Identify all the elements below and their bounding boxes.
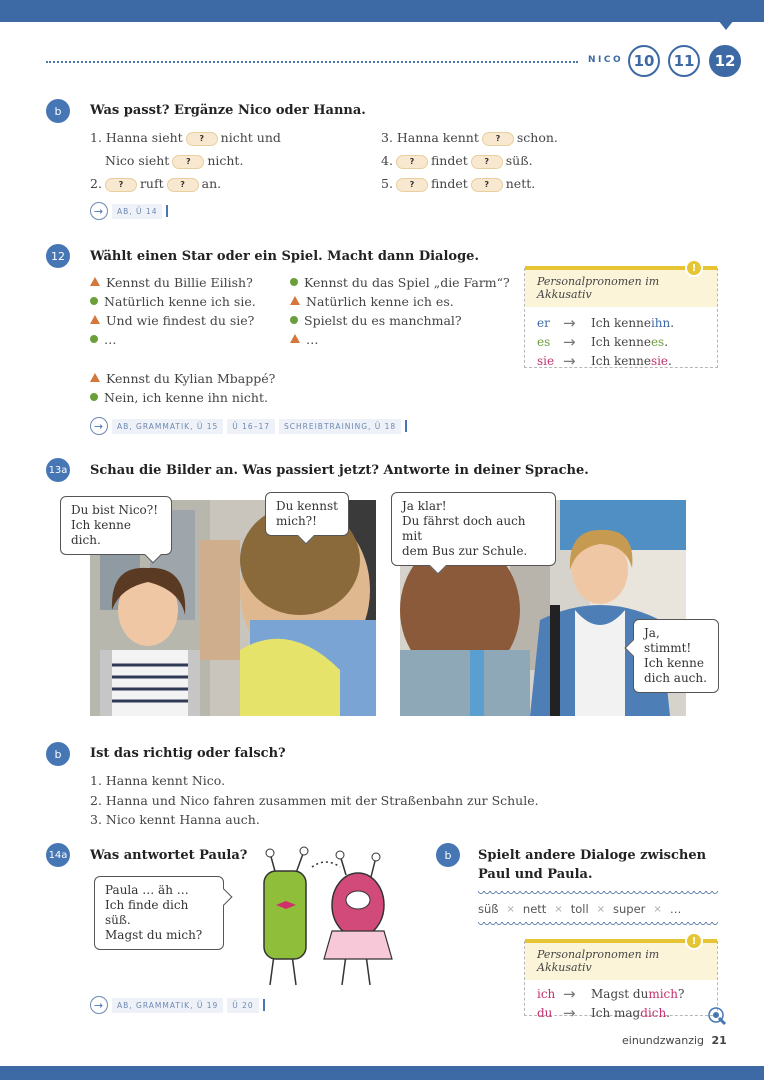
gap-field[interactable]: ?: [482, 132, 514, 146]
gap-field[interactable]: ?: [105, 178, 137, 192]
exclamation-icon: !: [685, 259, 703, 277]
speaker-a-marker-icon: [90, 373, 100, 382]
sentence-1: 1. Hanna sieht ? nicht und: [90, 130, 281, 145]
speaker-b-marker-icon: [90, 297, 98, 305]
bottom-bar: [0, 1066, 764, 1080]
exercise-badge: 12: [46, 244, 70, 268]
speech-bubble: Paula … äh … Ich finde dich süß. Magst du mich?: [94, 876, 224, 950]
dialogue-line: Kennst du Billie Eilish?: [90, 275, 253, 290]
sentence-4: 4. ? findet ? süß.: [381, 153, 533, 168]
speech-bubble: Ja, stimmt! Ich kenne dich auch.: [633, 619, 719, 693]
speaker-a-marker-icon: [90, 315, 100, 324]
dialogue-line: …: [90, 332, 117, 347]
gap-field[interactable]: ?: [186, 132, 218, 146]
sentence-5: 5. ? findet ? nett.: [381, 176, 536, 191]
exercise-title-text: Was passt? Ergänze Nico oder Hanna.: [90, 103, 366, 118]
page-link-12[interactable]: 12: [709, 45, 741, 77]
top-bar: [0, 0, 764, 22]
exercise-title: Schau die Bilder an. Was passiert jetzt? Antworte in deiner Sprache.: [90, 463, 589, 478]
speaker-b-marker-icon: [90, 335, 98, 343]
exercise-badge: b: [436, 843, 460, 867]
gap-field[interactable]: ?: [396, 155, 428, 169]
grammar-box: [524, 935, 718, 1022]
paul-and-paula-image: [246, 845, 416, 995]
header-dotted-line: [46, 61, 578, 63]
grammar-row: du → Ich mag dich .: [537, 1003, 671, 1022]
speech-bubble: Du kennst mich?!: [265, 492, 349, 536]
monsters-illustration: [246, 845, 416, 995]
grammar-box-title: Personalpronomen im Akkusativ: [525, 942, 717, 980]
speaker-b-marker-icon: [290, 278, 298, 286]
workbook-reference[interactable]: → AB, GRAMMATIK, Ü 15 Ü 16–17 SCHREIBTRAINING, Ü 18: [90, 417, 407, 435]
word-bank: süß × nett × toll × super × …: [478, 902, 682, 916]
grammar-box-title: Personalpronomen im Akkusativ: [525, 269, 717, 307]
wavy-divider: [478, 891, 718, 895]
dialogue-line: Spielst du es manchmal?: [290, 313, 462, 328]
grammar-row: es → Ich kenne es .: [537, 332, 669, 351]
sentence-3: 3. Hanna kennt ? schon.: [381, 130, 558, 145]
exercise-badge: 14a: [46, 843, 70, 867]
dialogue-line: Und wie findest du sie?: [90, 313, 254, 328]
grammar-box: [524, 262, 718, 370]
gap-field[interactable]: ?: [471, 155, 503, 169]
statement: 1. Hanna kennt Nico.: [90, 773, 226, 788]
grammar-row: er → Ich kenne ihn .: [537, 313, 675, 332]
page-link-11[interactable]: 11: [668, 45, 700, 77]
gap-field[interactable]: ?: [167, 178, 199, 192]
dialogue-line: Nein, ich kenne ihn nicht.: [90, 390, 268, 405]
exercise-badge: b: [46, 99, 70, 123]
audio-touch-icon[interactable]: [707, 1006, 729, 1028]
speech-bubble: Du bist Nico?! Ich kenne dich.: [60, 496, 172, 555]
speaker-a-marker-icon: [90, 277, 100, 286]
gap-field[interactable]: ?: [471, 178, 503, 192]
dialogue-line: Kennst du das Spiel „die Farm“?: [290, 275, 510, 290]
wavy-divider: [478, 922, 718, 926]
exercise-title: Was antwortet Paula?: [90, 848, 248, 863]
dialogue-line: Kennst du Kylian Mbappé?: [90, 371, 275, 386]
arrow-right-icon: →: [90, 202, 108, 220]
exercise-title: [90, 103, 366, 118]
exercise-title: Wählt einen Star oder ein Spiel. Macht dann Dialoge.: [90, 249, 479, 264]
gap-field[interactable]: ?: [396, 178, 428, 192]
speaker-b-marker-icon: [290, 316, 298, 324]
page-link-10[interactable]: 10: [628, 45, 660, 77]
grammar-row: sie → Ich kenne sie .: [537, 351, 672, 370]
arrow-right-icon: →: [90, 996, 108, 1014]
gap-field[interactable]: ?: [172, 155, 204, 169]
dialogue-line: Natürlich kenne ich sie.: [90, 294, 256, 309]
speaker-a-marker-icon: [290, 334, 300, 343]
exclamation-icon: !: [685, 932, 703, 950]
statement: 3. Nico kennt Hanna auch.: [90, 812, 260, 827]
speech-bubble: Ja klar! Du fährst doch auch mit dem Bus zur Schule.: [391, 492, 556, 566]
page-number: einundzwanzig 21: [622, 1034, 727, 1047]
statement: 2. Hanna und Nico fahren zusammen mit der Straßenbahn zur Schule.: [90, 793, 539, 808]
arrow-right-icon: →: [90, 417, 108, 435]
exercise-title: Spielt andere Dialoge zwischen Paul und Paula.: [478, 848, 707, 882]
workbook-reference[interactable]: → AB, Ü 14: [90, 202, 168, 220]
exercise-badge: 13a: [46, 458, 70, 482]
grammar-row: ich → Magst du mich ?: [537, 984, 685, 1003]
top-bar-notch: [718, 20, 734, 30]
section-label: NICO: [588, 55, 624, 65]
speaker-b-marker-icon: [90, 393, 98, 401]
exercise-badge: b: [46, 742, 70, 766]
sentence-1-cont: Nico sieht ? nicht.: [105, 153, 244, 168]
speaker-a-marker-icon: [290, 296, 300, 305]
sentence-2: 2. ? ruft ? an.: [90, 176, 222, 191]
dialogue-line: Natürlich kenne ich es.: [290, 294, 454, 309]
workbook-reference[interactable]: → AB, GRAMMATIK, Ü 19 Ü 20: [90, 996, 265, 1014]
dialogue-line: …: [290, 332, 319, 347]
exercise-title: Ist das richtig oder falsch?: [90, 746, 286, 761]
